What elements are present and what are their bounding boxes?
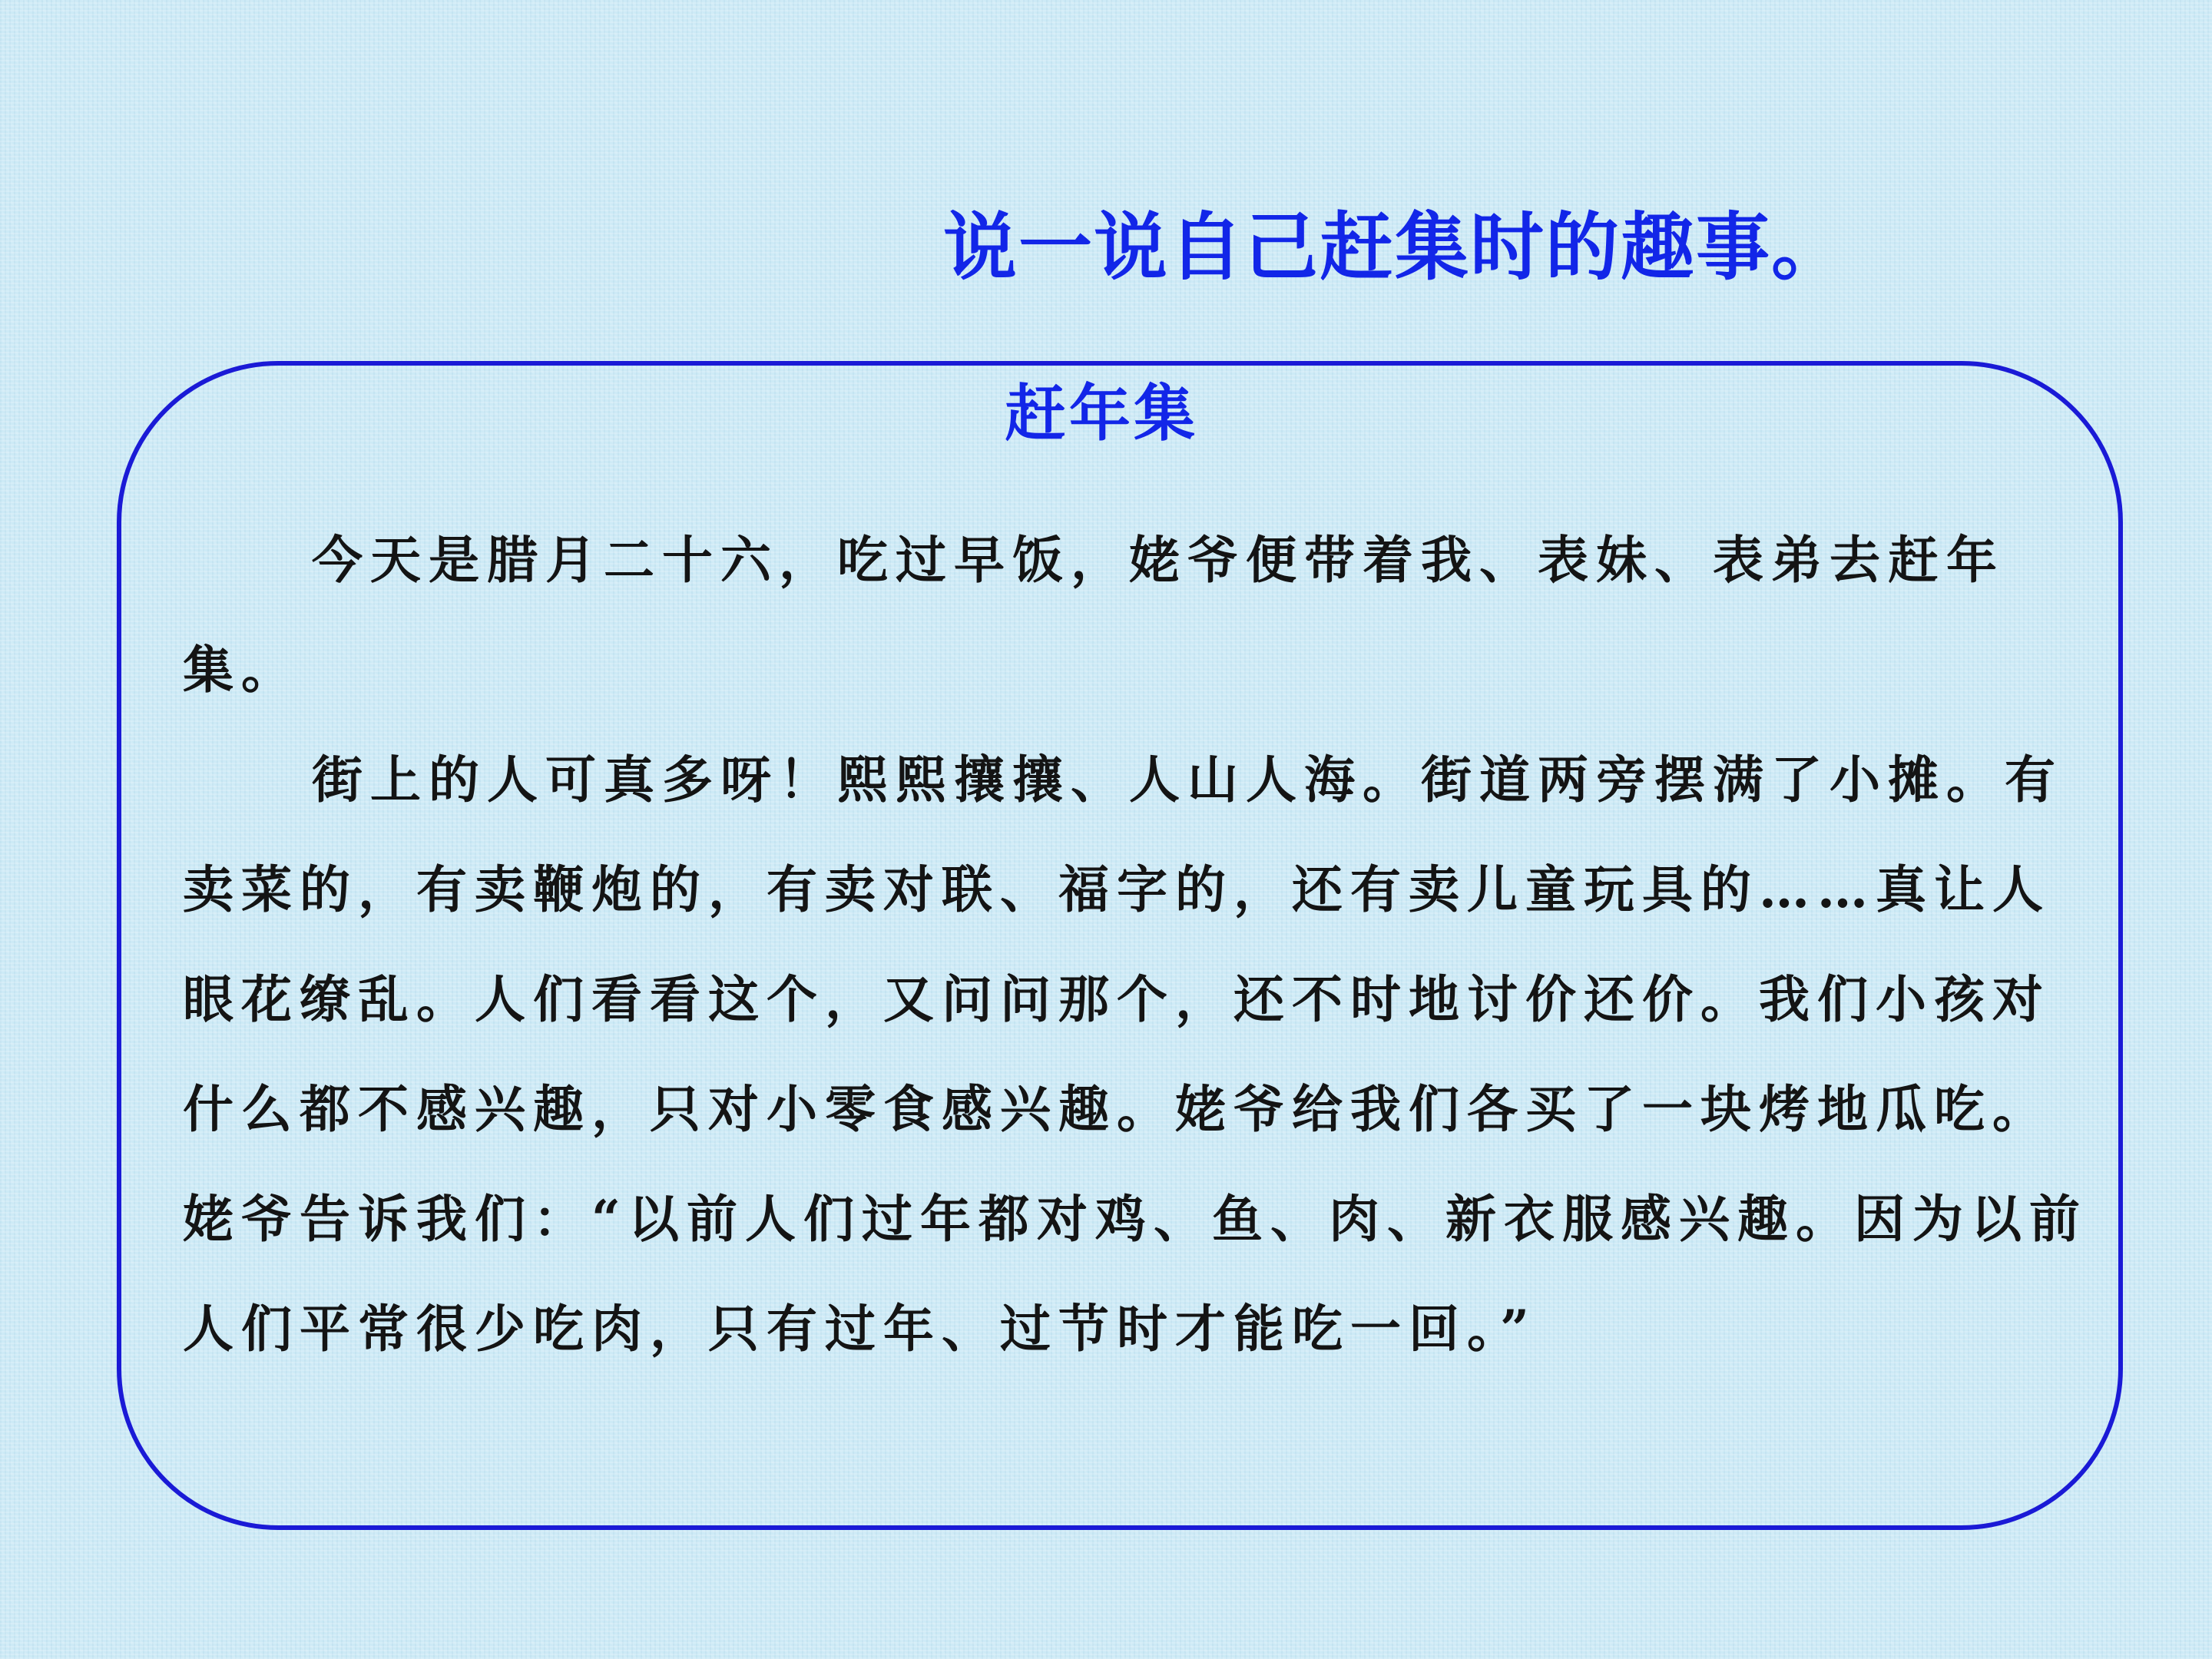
story-body (183, 505, 2088, 1384)
slide-title: 说一说自己赶集时的趣事。 (943, 204, 1846, 290)
story-paragraph-2: 街上的人可真多呀！熙熙攘攘、人山人海。街道两旁摆满了小摊。有卖菜的，有卖鞭炮的，有卖对联、福字的，还有卖儿童玩具的……真让人眼花缭乱。人们看看这个，又问问那个，还不时地讨价还价。我们小孩对什么都不感兴趣，只对小零食感兴趣。姥爷给我们各买了一块烤地瓜吃。姥爷告诉我们：“以前人们过年都对鸡、鱼、肉、新衣服感兴趣。因为以前人们平常很少吃肉，只有过年、过节时才能吃一回。” (183, 750, 2088, 1359)
story-paragraph-1: 今天是腊月二十六，吃过早饭，姥爷便带着我、表妹、表弟去赶年集。 (183, 530, 2005, 700)
story-title: 赶年集 (1005, 378, 1198, 449)
